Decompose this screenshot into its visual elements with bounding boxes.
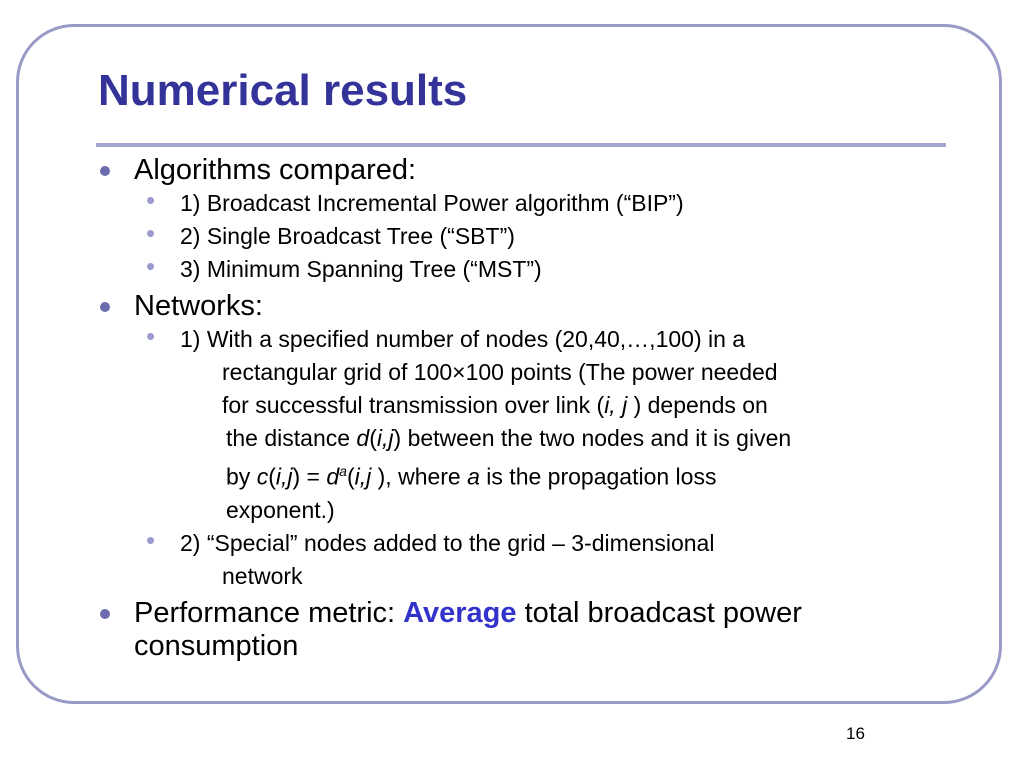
- bullet-text: Networks:: [134, 290, 263, 322]
- sub-bullet-line: exponent.): [226, 496, 335, 523]
- bullet-dot-icon: [100, 302, 110, 312]
- page-number: 16: [846, 724, 865, 743]
- bullet-algorithms: [96, 154, 946, 187]
- sub-bullet-line: by $c(i,j) = d^a(i,j$ ), where a is the propagation loss: [226, 463, 717, 490]
- sub-bullet-sbt: [96, 220, 946, 253]
- sub-bullet-text: 2) Single Broadcast Tree (“SBT”): [180, 223, 515, 249]
- highlighted-word: Average: [403, 596, 517, 629]
- bullet-dot-icon: [100, 609, 110, 619]
- bullet-text: consumption: [134, 629, 299, 662]
- bullet-networks: [96, 290, 946, 323]
- sub-bullet-bip: [96, 187, 946, 220]
- sub-bullet-special-nodes: [96, 524, 946, 593]
- bullet-text: Algorithms compared:: [134, 154, 417, 186]
- sub-bullet-line: the distance d(i,j) between the two nodes and it is given: [226, 425, 792, 451]
- bullet-text: total broadcast power: [516, 596, 802, 629]
- sub-bullet-dot-icon: •: [146, 251, 156, 281]
- sub-bullet-dot-icon: •: [146, 321, 156, 351]
- sub-bullet-line: for successful transmission over link (i, j ) depends on: [222, 392, 768, 418]
- sub-bullet-text: 3) Minimum Spanning Tree (“MST”): [180, 256, 542, 282]
- sub-bullet-line: rectangular grid of 100×100 points (The power needed: [222, 359, 778, 385]
- sub-bullet-dot-icon: •: [146, 185, 156, 215]
- sub-bullet-grid-networks: [96, 323, 946, 527]
- bullet-dot-icon: [100, 166, 110, 176]
- slide-body: [96, 150, 946, 663]
- title-divider: [96, 143, 946, 147]
- slide-title: Numerical results: [98, 66, 468, 115]
- sub-bullet-dot-icon: •: [146, 524, 156, 555]
- sub-bullet-mst: [96, 253, 946, 286]
- bullet-text: Performance metric:: [134, 596, 404, 629]
- sub-bullet-line: 2) “Special” nodes added to the grid – 3-dimensional: [180, 529, 715, 556]
- sub-bullet-line: 1) With a specified number of nodes (20,40,…,100) in a: [180, 326, 746, 352]
- sub-bullet-line: network: [222, 562, 303, 589]
- sub-bullet-dot-icon: •: [146, 218, 156, 248]
- sub-bullet-text: 1) Broadcast Incremental Power algorithm (“BIP”): [180, 190, 684, 216]
- bullet-performance-metric: [96, 597, 946, 663]
